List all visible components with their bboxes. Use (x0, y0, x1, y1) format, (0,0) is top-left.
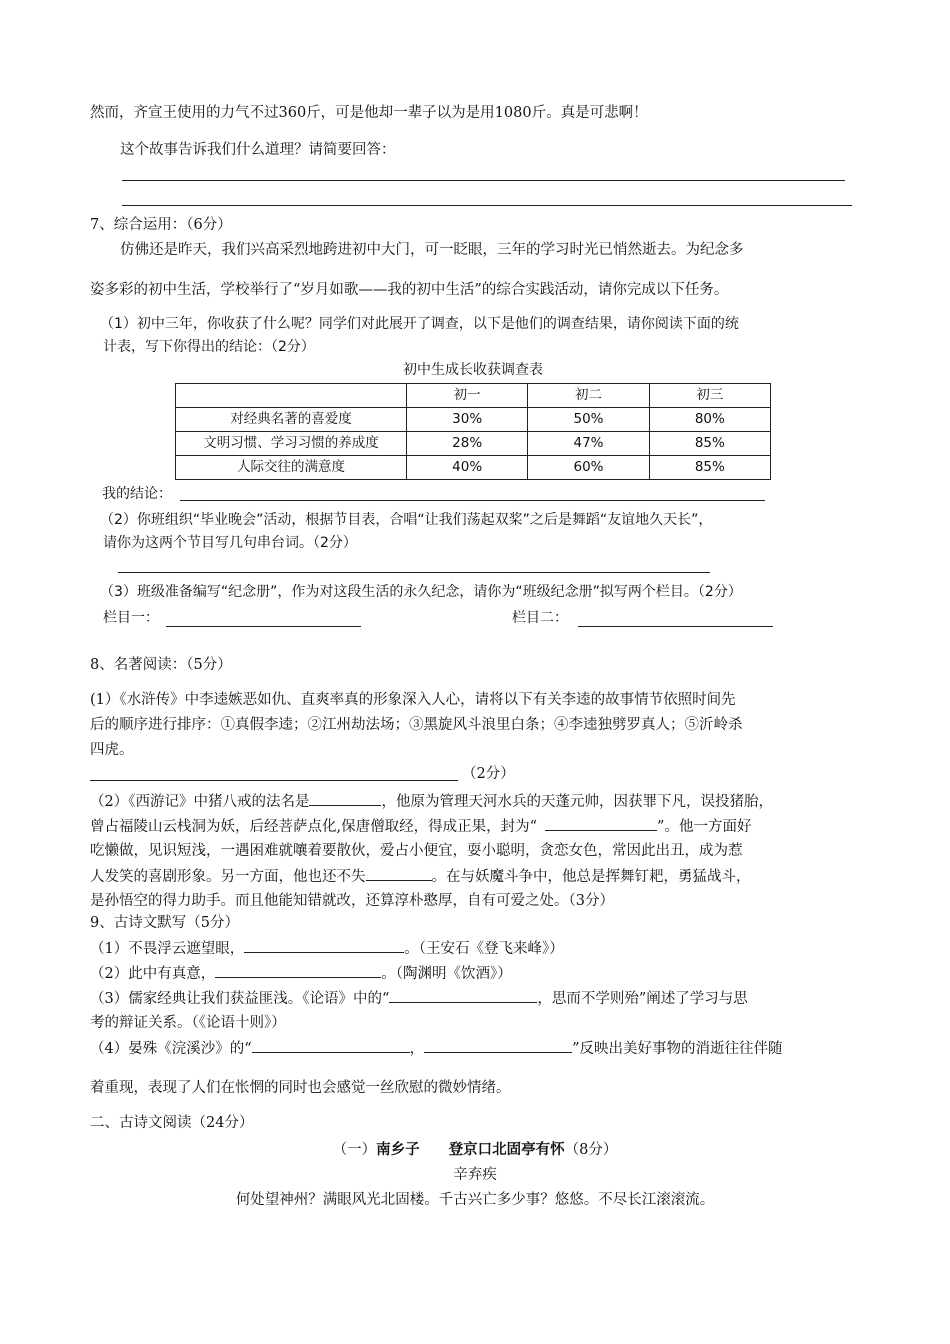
poem-title-prefix: （一） (332, 1142, 377, 1158)
q8-p2-text: 人发笑的喜剧形象。另一方面，他也还不失 (90, 869, 366, 885)
q9-line1 (90, 938, 855, 960)
q9-title: 9、古诗文默写（5分） (90, 915, 239, 931)
q8-title: 8、名著阅读：（5分） (90, 657, 232, 673)
table-cell: 对经典名著的喜爱度 (176, 408, 407, 432)
q8-p2-text: ，他原为管理天河水兵的天蓬元帅，因获罪下凡，误投猪胎， (381, 794, 773, 810)
poem-blank-5[interactable] (424, 1038, 572, 1053)
q9-text: （4）晏殊《浣溪沙》的“ (90, 1041, 252, 1057)
q8-p2-line4 (90, 866, 855, 888)
part2-answer-line[interactable] (118, 572, 710, 573)
q9-text: （1）不畏浮云遮望眼， (90, 941, 245, 957)
poem-blank-4[interactable] (252, 1038, 410, 1053)
table-cell: 60% (528, 456, 649, 480)
survey-table (175, 383, 771, 480)
poem-title-score: （8分） (564, 1142, 618, 1158)
title-blank[interactable] (545, 816, 657, 831)
q9-text: 。（陶渊明《饮酒》） (381, 966, 512, 982)
table-cell: 47% (528, 432, 649, 456)
story-ending-text: 然而，齐宣王使用的力气不过360斤，可是他却一辈子以为是用1080斤。真是可悲啊！ (90, 105, 648, 121)
table-header-cell: 初二 (528, 384, 649, 408)
table-cell: 文明习惯、学习习惯的养成度 (176, 432, 407, 456)
column1-answer-line[interactable] (166, 626, 361, 627)
q8-p2-line5: 是孙悟空的得力助手。而且他能知错就改，还算淳朴憨厚，自有可爱之处。（3分） (90, 893, 614, 909)
q8-p2-line1 (90, 791, 855, 813)
table-cell: 人际交往的满意度 (176, 456, 407, 480)
table-cell: 30% (407, 408, 528, 432)
q9-line3 (90, 988, 855, 1010)
q8-p2-text: 曾占福陵山云栈洞为妖，后经菩萨点化,保唐僧取经，得成正果，封为“ (90, 819, 538, 835)
q9-text: （3）儒家经典让我们获益匪浅。《论语》中的“ (90, 991, 390, 1007)
poem-blank-3[interactable] (389, 988, 537, 1003)
table-row (176, 432, 771, 456)
table-header-cell: 初三 (649, 384, 770, 408)
q9-line2 (90, 963, 855, 985)
table-cell: 28% (407, 432, 528, 456)
poem-author: 辛弃疾 (453, 1167, 497, 1183)
q8-p2-line3: 吃懒做，见识短浅，一遇困难就嚷着要散伙，爱占小便宜，耍小聪明，贪恋女色，常因此出丑，成为惹 (90, 843, 743, 859)
q7-part1-line2: 计表，写下你得出的结论：（2分） (103, 339, 315, 355)
poem-blank-2[interactable] (215, 963, 381, 978)
conclusion-label: 我的结论： (102, 486, 172, 502)
q8-p1-line3: 四虎。 (90, 742, 134, 758)
q7-part2-line1: （2）你班组织“毕业晚会”活动，根据节目表，合唱“让我们荡起双桨”之后是舞蹈“友谊地久天长”， (100, 512, 713, 528)
answer-line-2[interactable] (122, 205, 852, 206)
answer-line-1[interactable] (122, 180, 845, 181)
q8-p1-line2: 后的顺序进行排序：①真假李逵；②江州劫法场；③黑旋风斗浪里白条；④李逵独劈罗真人；⑤沂岭杀 (90, 717, 743, 733)
column1-label: 栏目一： (103, 610, 159, 626)
table-cell: 80% (649, 408, 770, 432)
q9-text: ，思而不学则殆”阐述了学习与思 (537, 991, 748, 1007)
table-header-cell (176, 384, 407, 408)
table-cell: 85% (649, 456, 770, 480)
q9-line6: 着重现，表现了人们在怅惘的同时也会感觉一丝欣慰的微妙情绪。 (90, 1080, 511, 1096)
section2-title: 二、古诗文阅读（24分） (90, 1115, 254, 1131)
q7-part3: （3）班级准备编写“纪念册”，作为对这段生活的永久纪念，请你为“班级纪念册”拟写两个栏目。（2分） (100, 584, 742, 600)
q7-intro-line2: 姿多彩的初中生活，学校举行了“岁月如歌——我的初中生活”的综合实践活动，请你完成以下任务。 (90, 282, 729, 298)
q8-p2-line2 (90, 816, 855, 838)
q8-p1-line1: (1）《水浒传》中李逵嫉恶如仇、直爽率真的形象深入人心，请将以下有关李逵的故事情节依照时间先 (90, 692, 736, 708)
column2-label: 栏目二： (512, 610, 568, 626)
q9-text: 。（王安石《登飞来峰》） (404, 941, 564, 957)
table-title: 初中生成长收获调查表 (403, 362, 543, 378)
q7-title: 7、综合运用：（6分） (90, 217, 232, 233)
q9-text: （2）此中有真意， (90, 966, 216, 982)
q7-part1-line1: （1）初中三年，你收获了什么呢？同学们对此展开了调查，以下是他们的调查结果，请你阅读下面的统 (100, 316, 739, 332)
poem-blank-1[interactable] (244, 938, 404, 953)
story-question: 这个故事告诉我们什么道理？请简要回答： (120, 142, 396, 158)
order-answer-line[interactable] (90, 780, 458, 781)
table-header-cell: 初一 (407, 384, 528, 408)
q9-line4: 考的辩证关系。（《论语十则》） (90, 1015, 286, 1031)
q7-part2-line2: 请你为这两个节目写几句串台词。（2分） (103, 535, 357, 551)
poem-title-main: 南乡子 登京口北固亭有怀 (376, 1141, 565, 1158)
quality-blank[interactable] (366, 866, 432, 881)
q9-text: ”反映出美好事物的消逝往往伴随 (572, 1041, 783, 1057)
table-cell: 40% (407, 456, 528, 480)
q9-line5 (90, 1038, 855, 1060)
q8-p2-text: 。在与妖魔斗争中，他总是挥舞钉耙，勇猛战斗， (431, 869, 751, 885)
q8-p2-text: （2）《西游记》中猪八戒的法名是 (90, 794, 310, 810)
table-cell: 85% (649, 432, 770, 456)
poem-title (0, 1139, 950, 1161)
q7-intro-line1: 仿佛还是昨天，我们兴高采烈地跨进初中大门，可一眨眼，三年的学习时光已悄然逝去。为纪念多 (120, 242, 744, 258)
conclusion-answer-line[interactable] (180, 500, 765, 501)
q8-p1-score: （2分） (462, 766, 515, 782)
dharma-name-blank[interactable] (309, 791, 381, 806)
table-header-row (176, 384, 771, 408)
q8-p2-text: ”。他一方面好 (657, 819, 752, 835)
table-row (176, 456, 771, 480)
poem-first-line: 何处望神州？满眼风光北固楼。千古兴亡多少事？悠悠。不尽长江滚滚流。 (235, 1192, 715, 1208)
column2-answer-line[interactable] (578, 626, 773, 627)
table-cell: 50% (528, 408, 649, 432)
q9-text: ， (409, 1041, 425, 1057)
table-row (176, 408, 771, 432)
